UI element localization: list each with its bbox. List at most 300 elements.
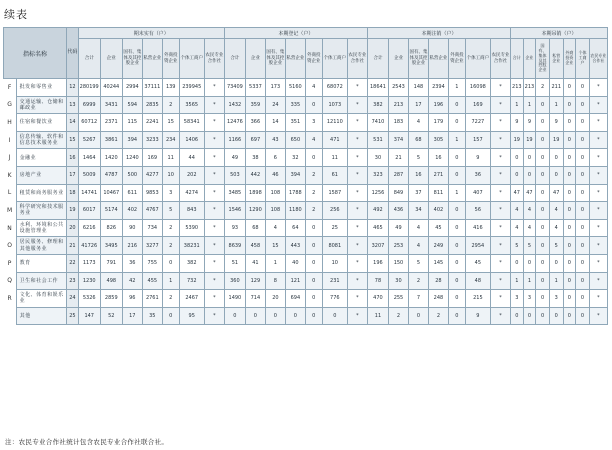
table-cell: 1 [549, 272, 563, 290]
table-cell: 2954 [465, 237, 490, 255]
table-cell: 0 [563, 131, 576, 149]
table-cell: 61 [322, 166, 347, 184]
statistics-table [3, 27, 608, 325]
table-cell: 173 [265, 79, 285, 97]
table-cell: 9 [465, 149, 490, 167]
table-cell: 271 [428, 166, 448, 184]
row-code: 16 [67, 149, 79, 167]
table-cell: 323 [367, 166, 388, 184]
table-cell: * [490, 96, 510, 114]
table-cell: 10467 [100, 184, 122, 202]
table-row [4, 202, 608, 220]
table-cell: 0 [563, 272, 576, 290]
table-cell: 5390 [179, 219, 204, 237]
table-body [4, 79, 608, 325]
table-cell: 41726 [78, 237, 100, 255]
table-cell: 5267 [78, 131, 100, 149]
row-indicator-name: 水利、环境和公共设施管理业 [16, 219, 67, 237]
group-header-revoked: 本期吊销（户） [511, 28, 608, 39]
subheader-cell: 农民专业合作社 [347, 39, 367, 79]
table-cell: 4 [523, 219, 536, 237]
table-cell: 0 [448, 96, 465, 114]
table-cell: * [204, 219, 224, 237]
table-cell: 0 [563, 166, 576, 184]
group-header-registered: 本期登记（户） [224, 28, 367, 39]
table-cell: 2543 [388, 79, 408, 97]
table-cell: 1464 [78, 149, 100, 167]
table-cell: 455 [142, 272, 162, 290]
table-cell: 0 [536, 254, 550, 272]
table-cell: * [347, 149, 367, 167]
row-section-letter [4, 307, 17, 325]
table-cell: 68072 [322, 79, 347, 97]
table-cell: 5 [549, 237, 563, 255]
table-cell: 215 [465, 290, 490, 308]
table-cell: 0 [576, 114, 590, 132]
table-cell: 0 [305, 254, 322, 272]
table-cell: 216 [122, 237, 142, 255]
table-cell: 1180 [285, 202, 305, 220]
table-cell: 3 [549, 290, 563, 308]
table-cell: * [347, 166, 367, 184]
table-cell: * [490, 237, 510, 255]
table-cell: 382 [179, 254, 204, 272]
table-cell: 0 [563, 202, 576, 220]
table-cell: 0 [285, 307, 305, 325]
table-cell: 28 [428, 272, 448, 290]
table-cell: 42 [122, 272, 142, 290]
row-section-letter: K [4, 166, 17, 184]
table-cell: 0 [448, 272, 465, 290]
subheader-cell: 企业 [388, 39, 408, 79]
table-cell: 5 [162, 202, 179, 220]
table-cell: 48 [465, 272, 490, 290]
table-cell: * [589, 149, 607, 167]
table-cell: 4767 [142, 202, 162, 220]
table-cell: 108 [265, 184, 285, 202]
table-cell: * [204, 272, 224, 290]
table-cell: 734 [142, 219, 162, 237]
row-section-letter: Q [4, 272, 17, 290]
table-cell: 121 [285, 272, 305, 290]
table-cell: 7227 [465, 114, 490, 132]
table-cell: * [589, 254, 607, 272]
table-cell: 16098 [465, 79, 490, 97]
row-indicator-name: 房地产业 [16, 166, 67, 184]
table-cell: * [347, 219, 367, 237]
row-indicator-name: 文化、体育和娱乐业 [16, 290, 67, 308]
table-cell: 0 [576, 307, 590, 325]
subheader-cell: 外商投资企业 [448, 39, 465, 79]
table-cell: 19 [523, 131, 536, 149]
group-header-existing: 期末实有（户） [78, 28, 224, 39]
table-cell: 3485 [224, 184, 245, 202]
table-cell: 139 [162, 79, 179, 97]
table-cell: 0 [448, 290, 465, 308]
table-cell: 25 [322, 219, 347, 237]
table-cell: * [589, 96, 607, 114]
table-cell: 826 [100, 219, 122, 237]
table-cell: 3207 [367, 237, 388, 255]
table-row [4, 96, 608, 114]
table-cell: * [204, 149, 224, 167]
table-cell: 0 [549, 254, 563, 272]
row-section-letter: N [4, 219, 17, 237]
table-row [4, 149, 608, 167]
table-cell: 56 [465, 202, 490, 220]
table-cell: 2 [408, 272, 428, 290]
subheader-cell: 合计 [224, 39, 245, 79]
table-cell: 60712 [78, 114, 100, 132]
row-indicator-name: 信息传输、软件和信息技术服务业 [16, 131, 67, 149]
table-cell: 2859 [100, 290, 122, 308]
table-cell: 4 [408, 219, 428, 237]
table-cell: 2467 [179, 290, 204, 308]
table-cell: 16 [428, 149, 448, 167]
row-indicator-name: 卫生和社会工作 [16, 272, 67, 290]
table-cell: 3861 [100, 131, 122, 149]
table-cell: 1788 [285, 184, 305, 202]
table-cell: 169 [142, 149, 162, 167]
table-cell: 2241 [142, 114, 162, 132]
table-cell: 4 [523, 202, 536, 220]
table-row [4, 114, 608, 132]
subheader-cell: 合计 [511, 39, 524, 79]
table-cell: 21 [388, 149, 408, 167]
table-cell: 442 [245, 166, 265, 184]
table-cell: * [204, 166, 224, 184]
table-cell: 9853 [142, 184, 162, 202]
table-cell: * [490, 149, 510, 167]
subheader-cell: 个体工商户 [179, 39, 204, 79]
table-cell: 1432 [224, 96, 245, 114]
table-cell: 211 [549, 79, 563, 97]
table-cell: 436 [388, 202, 408, 220]
table-cell: * [490, 166, 510, 184]
table-cell: 14 [265, 114, 285, 132]
row-section-letter: H [4, 114, 17, 132]
table-cell: 5009 [78, 166, 100, 184]
table-cell: 2 [305, 202, 322, 220]
subheader-cell: 国有、集体及其控股企业 [536, 39, 550, 79]
table-cell: 402 [122, 202, 142, 220]
table-cell: 95 [179, 307, 204, 325]
table-cell: 0 [563, 290, 576, 308]
row-indicator-name: 交通运输、仓储和邮政业 [16, 96, 67, 114]
table-cell: 0 [448, 237, 465, 255]
table-cell: 7410 [367, 114, 388, 132]
table-cell: 37 [408, 184, 428, 202]
table-cell: 256 [322, 202, 347, 220]
row-indicator-name: 教育 [16, 254, 67, 272]
table-cell: 0 [563, 307, 576, 325]
table-cell: 503 [224, 166, 245, 184]
table-cell: 0 [549, 166, 563, 184]
table-row [4, 166, 608, 184]
corner-header: 指标名称 [4, 28, 67, 79]
table-cell: 15 [265, 237, 285, 255]
table-cell: * [589, 307, 607, 325]
table-cell: 0 [536, 114, 550, 132]
row-code: 25 [67, 307, 79, 325]
table-cell: 10 [162, 166, 179, 184]
row-indicator-name: 租赁和商务服务业 [16, 184, 67, 202]
table-cell: 38231 [179, 237, 204, 255]
table-cell: 0 [305, 149, 322, 167]
subheader-cell: 企业 [523, 39, 536, 79]
table-cell: 0 [576, 149, 590, 167]
row-indicator-name: 科学研究和技术服务业 [16, 202, 67, 220]
table-cell: * [204, 184, 224, 202]
subheader-cell: 农民专业合作社 [589, 39, 607, 79]
table-cell: 24 [265, 96, 285, 114]
row-section-letter: M [4, 202, 17, 220]
table-cell: 335 [285, 96, 305, 114]
table-cell: 9 [465, 307, 490, 325]
table-cell: 45 [465, 254, 490, 272]
table-cell: * [589, 237, 607, 255]
table-cell: 35 [142, 307, 162, 325]
table-cell: 498 [100, 272, 122, 290]
subheader-cell: 个体工商户 [465, 39, 490, 79]
subheader-cell: 农民专业合作社 [204, 39, 224, 79]
table-cell: 11 [367, 307, 388, 325]
table-cell: 1 [448, 79, 465, 97]
table-cell: 0 [576, 79, 590, 97]
table-cell: 41 [245, 254, 265, 272]
table-cell: 115 [122, 114, 142, 132]
table-cell: 157 [465, 131, 490, 149]
table-cell: 3565 [179, 96, 204, 114]
table-cell: 1 [265, 254, 285, 272]
table-cell: 0 [448, 166, 465, 184]
subheader-cell: 农民专业合作社 [490, 39, 510, 79]
table-cell: 8639 [224, 237, 245, 255]
table-cell: 2 [162, 290, 179, 308]
table-cell: 4 [408, 114, 428, 132]
table-cell: * [204, 114, 224, 132]
table-footnote: 注：农民专业合作社统计包含农民专业合作社联合社。 [5, 438, 169, 446]
table-cell: * [490, 254, 510, 272]
table-cell: 1 [549, 96, 563, 114]
table-cell: 531 [367, 131, 388, 149]
table-cell: 0 [576, 237, 590, 255]
table-cell: 0 [162, 254, 179, 272]
table-cell: 96 [122, 290, 142, 308]
table-cell: 0 [511, 149, 524, 167]
row-indicator-name: 住宿和餐饮业 [16, 114, 67, 132]
code-header: 代码 [67, 28, 79, 79]
table-row [4, 131, 608, 149]
table-cell: 1 [511, 272, 524, 290]
table-cell: 0 [536, 272, 550, 290]
table-cell: * [490, 202, 510, 220]
row-indicator-name: 其他 [16, 307, 67, 325]
table-cell: 0 [536, 96, 550, 114]
table-cell: 0 [563, 114, 576, 132]
table-cell: 234 [162, 131, 179, 149]
table-cell: 407 [465, 184, 490, 202]
table-cell: 394 [122, 131, 142, 149]
table-cell: 0 [563, 96, 576, 114]
table-cell: * [347, 79, 367, 97]
subheader-cell: 合计 [367, 39, 388, 79]
table-cell: 0 [536, 131, 550, 149]
row-code: 20 [67, 219, 79, 237]
subheader-cell: 外商投资企业 [162, 39, 179, 79]
table-cell: 1 [511, 96, 524, 114]
table-cell: 471 [322, 131, 347, 149]
table-cell: 0 [511, 166, 524, 184]
table-cell: 169 [465, 96, 490, 114]
table-cell: 1 [162, 272, 179, 290]
table-cell: 1 [523, 96, 536, 114]
table-cell: 0 [576, 272, 590, 290]
table-cell: * [589, 272, 607, 290]
table-cell: 0 [536, 202, 550, 220]
table-cell: 4787 [100, 166, 122, 184]
table-cell: 12110 [322, 114, 347, 132]
table-cell: 0 [523, 166, 536, 184]
subheader-cell: 企业 [245, 39, 265, 79]
table-cell: 40244 [100, 79, 122, 97]
header-row-groups [4, 28, 608, 39]
table-cell: 0 [322, 307, 347, 325]
subheader-cell: 私营企业 [428, 39, 448, 79]
table-cell: 0 [305, 96, 322, 114]
table-cell: 47 [511, 184, 524, 202]
table-cell: 73409 [224, 79, 245, 97]
row-code: 22 [67, 254, 79, 272]
table-cell: 394 [285, 166, 305, 184]
table-row [4, 219, 608, 237]
table-cell: 1240 [122, 149, 142, 167]
table-cell: 8 [265, 272, 285, 290]
table-cell: 1256 [367, 184, 388, 202]
table-cell: 1587 [322, 184, 347, 202]
table-cell: * [204, 79, 224, 97]
table-cell: 0 [448, 114, 465, 132]
row-section-letter: P [4, 254, 17, 272]
table-cell: * [490, 272, 510, 290]
table-cell: 2 [305, 166, 322, 184]
row-section-letter: F [4, 79, 17, 97]
table-cell: 1490 [224, 290, 245, 308]
table-cell: * [347, 237, 367, 255]
table-cell: 280199 [78, 79, 100, 97]
table-cell: 58341 [179, 114, 204, 132]
table-cell: 755 [142, 254, 162, 272]
table-cell: 0 [563, 219, 576, 237]
table-cell: 14741 [78, 184, 100, 202]
table-cell: 6999 [78, 96, 100, 114]
table-cell: 2835 [142, 96, 162, 114]
subheader-cell: 国有、集体及其控股企业 [122, 39, 142, 79]
row-code: 18 [67, 184, 79, 202]
table-cell: 1290 [245, 202, 265, 220]
table-cell: * [589, 131, 607, 149]
table-cell: 30 [367, 149, 388, 167]
table-cell: * [589, 290, 607, 308]
row-code: 24 [67, 290, 79, 308]
row-section-letter: L [4, 184, 17, 202]
table-cell: 0 [549, 307, 563, 325]
table-cell: 470 [367, 290, 388, 308]
table-cell: 68 [245, 219, 265, 237]
table-row [4, 272, 608, 290]
table-cell: 46 [265, 166, 285, 184]
subheader-cell: 个体工商户 [576, 39, 590, 79]
table-cell: 4 [305, 131, 322, 149]
table-cell: 0 [408, 307, 428, 325]
table-cell: 43 [265, 131, 285, 149]
table-cell: 4274 [179, 184, 204, 202]
table-cell: 10 [322, 254, 347, 272]
row-section-letter: R [4, 290, 17, 308]
table-cell: 2 [388, 307, 408, 325]
table-cell: 0 [536, 219, 550, 237]
table-cell: 5160 [285, 79, 305, 97]
table-cell: 7 [408, 290, 428, 308]
row-code: 12 [67, 79, 79, 97]
table-cell: 150 [388, 254, 408, 272]
table-cell: 49 [388, 219, 408, 237]
table-cell: 0 [523, 254, 536, 272]
table-cell: 2371 [100, 114, 122, 132]
row-code: 21 [67, 237, 79, 255]
subheader-cell: 外商投资企业 [563, 39, 576, 79]
table-cell: 0 [448, 254, 465, 272]
table-cell: 5326 [78, 290, 100, 308]
table-cell: 2761 [142, 290, 162, 308]
table-cell: 248 [428, 290, 448, 308]
table-row [4, 79, 608, 97]
table-cell: * [347, 184, 367, 202]
table-cell: 1173 [78, 254, 100, 272]
table-cell: 32 [285, 149, 305, 167]
table-cell: 202 [179, 166, 204, 184]
table-cell: * [347, 307, 367, 325]
table-cell: 4 [305, 79, 322, 97]
table-cell: 3233 [142, 131, 162, 149]
table-cell: 0 [576, 290, 590, 308]
table-cell: 416 [465, 219, 490, 237]
table-cell: 3 [511, 290, 524, 308]
table-cell: 1406 [179, 131, 204, 149]
table-cell: * [347, 131, 367, 149]
table-cell: 0 [563, 254, 576, 272]
table-cell: * [204, 307, 224, 325]
table-cell: 4 [511, 219, 524, 237]
table-cell: * [347, 254, 367, 272]
table-cell: 359 [245, 96, 265, 114]
table-cell: 0 [576, 166, 590, 184]
table-cell: 1420 [100, 149, 122, 167]
table-cell: 4 [408, 237, 428, 255]
table-cell: * [490, 79, 510, 97]
table-cell: 16 [408, 166, 428, 184]
table-cell: * [347, 96, 367, 114]
table-cell: 811 [428, 184, 448, 202]
table-cell: 44 [179, 149, 204, 167]
table-cell: 40 [285, 254, 305, 272]
table-cell: 37111 [142, 79, 162, 97]
table-cell: * [490, 131, 510, 149]
table-cell: 255 [388, 290, 408, 308]
subheader-cell: 国有、集体及其控股企业 [408, 39, 428, 79]
table-cell: 0 [523, 307, 536, 325]
table-cell: 2 [536, 79, 550, 97]
